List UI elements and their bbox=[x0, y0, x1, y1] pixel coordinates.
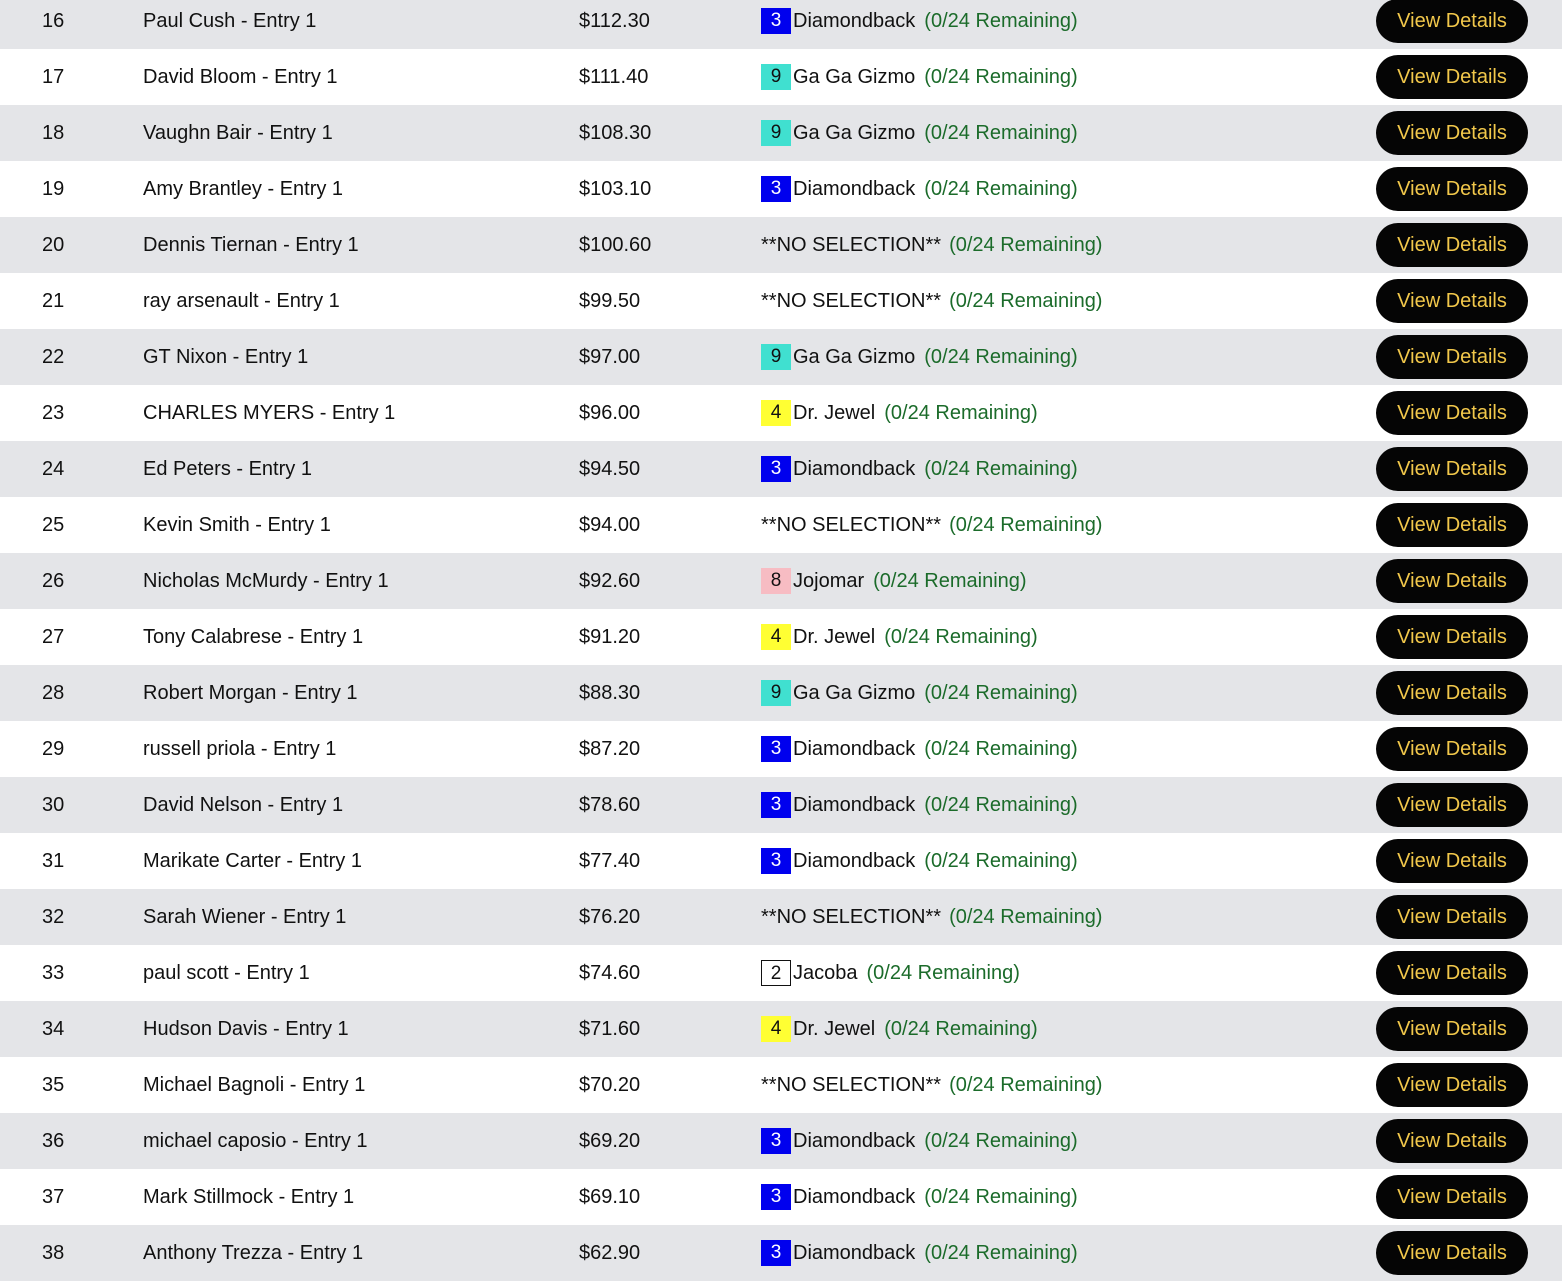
rank-cell: 29 bbox=[42, 738, 65, 760]
remaining-count: (0/24 Remaining) bbox=[949, 514, 1103, 536]
pick-cell bbox=[761, 833, 1078, 889]
horse-name: Diamondback bbox=[793, 850, 916, 872]
table-row bbox=[0, 1113, 1562, 1169]
table-row bbox=[0, 1057, 1562, 1113]
saddle-number-badge: 4 bbox=[761, 624, 791, 650]
view-details-button[interactable]: View Details bbox=[1376, 895, 1528, 939]
table-row bbox=[0, 441, 1562, 497]
amount-cell: $69.20 bbox=[579, 1130, 641, 1152]
remaining-count: (0/24 Remaining) bbox=[924, 738, 1078, 760]
saddle-number-badge: 9 bbox=[761, 344, 791, 370]
pick-cell bbox=[761, 1057, 1102, 1113]
horse-name: Diamondback bbox=[793, 1186, 916, 1208]
entry-name-cell: ray arsenault - Entry 1 bbox=[143, 290, 340, 312]
view-details-button[interactable]: View Details bbox=[1376, 111, 1528, 155]
saddle-number-badge: 3 bbox=[761, 456, 791, 482]
view-details-button[interactable]: View Details bbox=[1376, 951, 1528, 995]
view-details-button[interactable]: View Details bbox=[1376, 447, 1528, 491]
pick-cell bbox=[761, 889, 1102, 945]
pick-cell bbox=[761, 945, 1020, 1001]
amount-cell: $77.40 bbox=[579, 850, 641, 872]
rank-cell: 32 bbox=[42, 906, 65, 928]
pick-cell bbox=[761, 273, 1102, 329]
amount-cell: $87.20 bbox=[579, 738, 641, 760]
view-details-button[interactable]: View Details bbox=[1376, 391, 1528, 435]
saddle-number-badge: 9 bbox=[761, 680, 791, 706]
amount-cell: $96.00 bbox=[579, 402, 641, 424]
saddle-number-badge: 3 bbox=[761, 176, 791, 202]
rank-cell: 20 bbox=[42, 234, 65, 256]
rank-cell: 37 bbox=[42, 1186, 65, 1208]
amount-cell: $88.30 bbox=[579, 682, 641, 704]
rank-cell: 19 bbox=[42, 178, 65, 200]
horse-name: Dr. Jewel bbox=[793, 402, 876, 424]
pick-cell bbox=[761, 0, 1078, 49]
table-row bbox=[0, 0, 1562, 49]
rank-cell: 21 bbox=[42, 290, 65, 312]
pick-cell bbox=[761, 441, 1078, 497]
view-details-button[interactable]: View Details bbox=[1376, 223, 1528, 267]
rank-cell: 18 bbox=[42, 122, 65, 144]
saddle-number-badge: 4 bbox=[761, 1016, 791, 1042]
amount-cell: $91.20 bbox=[579, 626, 641, 648]
pick-cell bbox=[761, 721, 1078, 777]
pick-cell bbox=[761, 1113, 1078, 1169]
view-details-button[interactable]: View Details bbox=[1376, 559, 1528, 603]
view-details-button[interactable]: View Details bbox=[1376, 1007, 1528, 1051]
entry-name-cell: David Bloom - Entry 1 bbox=[143, 66, 338, 88]
pick-cell bbox=[761, 1169, 1078, 1225]
horse-name: Ga Ga Gizmo bbox=[793, 346, 916, 368]
view-details-button[interactable]: View Details bbox=[1376, 727, 1528, 771]
horse-name: Jacoba bbox=[793, 962, 858, 984]
remaining-count: (0/24 Remaining) bbox=[949, 1074, 1103, 1096]
amount-cell: $70.20 bbox=[579, 1074, 641, 1096]
view-details-button[interactable]: View Details bbox=[1376, 55, 1528, 99]
amount-cell: $97.00 bbox=[579, 346, 641, 368]
horse-name: Ga Ga Gizmo bbox=[793, 122, 916, 144]
pick-cell bbox=[761, 385, 1038, 441]
view-details-button[interactable]: View Details bbox=[1376, 783, 1528, 827]
pick-cell bbox=[761, 497, 1102, 553]
saddle-number-badge: 4 bbox=[761, 400, 791, 426]
saddle-number-badge: 2 bbox=[761, 960, 791, 986]
entry-name-cell: Kevin Smith - Entry 1 bbox=[143, 514, 331, 536]
rank-cell: 28 bbox=[42, 682, 65, 704]
saddle-number-badge: 3 bbox=[761, 8, 791, 34]
saddle-number-badge: 3 bbox=[761, 1128, 791, 1154]
saddle-number-badge: 3 bbox=[761, 848, 791, 874]
rank-cell: 33 bbox=[42, 962, 65, 984]
entry-name-cell: russell priola - Entry 1 bbox=[143, 738, 337, 760]
pick-cell bbox=[761, 609, 1038, 665]
no-selection-label: **NO SELECTION** bbox=[761, 234, 942, 256]
pick-cell bbox=[761, 329, 1078, 385]
table-row bbox=[0, 553, 1562, 609]
entry-name-cell: Ed Peters - Entry 1 bbox=[143, 458, 312, 480]
table-row bbox=[0, 1001, 1562, 1057]
table-row bbox=[0, 945, 1562, 1001]
no-selection-label: **NO SELECTION** bbox=[761, 290, 942, 312]
table-row bbox=[0, 217, 1562, 273]
amount-cell: $99.50 bbox=[579, 290, 641, 312]
saddle-number-badge: 8 bbox=[761, 568, 791, 594]
rank-cell: 30 bbox=[42, 794, 65, 816]
amount-cell: $100.60 bbox=[579, 234, 652, 256]
entry-name-cell: Nicholas McMurdy - Entry 1 bbox=[143, 570, 389, 592]
table-row bbox=[0, 329, 1562, 385]
pick-cell bbox=[761, 665, 1078, 721]
rank-cell: 17 bbox=[42, 66, 65, 88]
pick-cell bbox=[761, 105, 1078, 161]
pick-cell bbox=[761, 1001, 1038, 1057]
pick-cell bbox=[761, 217, 1102, 273]
amount-cell: $71.60 bbox=[579, 1018, 641, 1040]
rank-cell: 25 bbox=[42, 514, 65, 536]
no-selection-label: **NO SELECTION** bbox=[761, 906, 942, 928]
table-row bbox=[0, 609, 1562, 665]
horse-name: Dr. Jewel bbox=[793, 1018, 876, 1040]
remaining-count: (0/24 Remaining) bbox=[924, 1242, 1078, 1264]
pick-cell bbox=[761, 161, 1078, 217]
entry-name-cell: Hudson Davis - Entry 1 bbox=[143, 1018, 349, 1040]
pick-cell bbox=[761, 553, 1027, 609]
horse-name: Diamondback bbox=[793, 794, 916, 816]
horse-name: Diamondback bbox=[793, 738, 916, 760]
amount-cell: $111.40 bbox=[579, 66, 649, 88]
table-row bbox=[0, 49, 1562, 105]
view-details-button[interactable]: View Details bbox=[1376, 0, 1528, 43]
horse-name: Ga Ga Gizmo bbox=[793, 66, 916, 88]
pick-cell bbox=[761, 777, 1078, 833]
entry-name-cell: Robert Morgan - Entry 1 bbox=[143, 682, 358, 704]
table-row bbox=[0, 497, 1562, 553]
table-row bbox=[0, 161, 1562, 217]
pick-cell bbox=[761, 1225, 1078, 1281]
remaining-count: (0/24 Remaining) bbox=[924, 794, 1078, 816]
remaining-count: (0/24 Remaining) bbox=[949, 906, 1103, 928]
remaining-count: (0/24 Remaining) bbox=[924, 1186, 1078, 1208]
view-details-button[interactable]: View Details bbox=[1376, 167, 1528, 211]
saddle-number-badge: 9 bbox=[761, 64, 791, 90]
remaining-count: (0/24 Remaining) bbox=[884, 402, 1038, 424]
table-row bbox=[0, 385, 1562, 441]
table-row bbox=[0, 777, 1562, 833]
remaining-count: (0/24 Remaining) bbox=[924, 1130, 1078, 1152]
remaining-count: (0/24 Remaining) bbox=[866, 962, 1020, 984]
entry-name-cell: CHARLES MYERS - Entry 1 bbox=[143, 402, 396, 424]
remaining-count: (0/24 Remaining) bbox=[924, 850, 1078, 872]
remaining-count: (0/24 Remaining) bbox=[924, 10, 1078, 32]
entry-name-cell: Sarah Wiener - Entry 1 bbox=[143, 906, 347, 928]
entry-name-cell: Dennis Tiernan - Entry 1 bbox=[143, 234, 359, 256]
rank-cell: 27 bbox=[42, 626, 65, 648]
amount-cell: $78.60 bbox=[579, 794, 641, 816]
view-details-button[interactable]: View Details bbox=[1376, 1063, 1528, 1107]
view-details-button[interactable]: View Details bbox=[1376, 1231, 1528, 1275]
remaining-count: (0/24 Remaining) bbox=[924, 458, 1078, 480]
view-details-button[interactable]: View Details bbox=[1376, 279, 1528, 323]
rank-cell: 22 bbox=[42, 346, 65, 368]
remaining-count: (0/24 Remaining) bbox=[873, 570, 1027, 592]
remaining-count: (0/24 Remaining) bbox=[949, 290, 1103, 312]
rank-cell: 34 bbox=[42, 1018, 65, 1040]
horse-name: Diamondback bbox=[793, 1242, 916, 1264]
horse-name: Jojomar bbox=[793, 570, 865, 592]
remaining-count: (0/24 Remaining) bbox=[924, 66, 1078, 88]
horse-name: Ga Ga Gizmo bbox=[793, 682, 916, 704]
view-details-button[interactable]: View Details bbox=[1376, 671, 1528, 715]
table-row bbox=[0, 105, 1562, 161]
rank-cell: 16 bbox=[42, 10, 65, 32]
remaining-count: (0/24 Remaining) bbox=[924, 682, 1078, 704]
entry-name-cell: Tony Calabrese - Entry 1 bbox=[143, 626, 364, 648]
amount-cell: $62.90 bbox=[579, 1242, 641, 1264]
remaining-count: (0/24 Remaining) bbox=[884, 626, 1038, 648]
table-row bbox=[0, 665, 1562, 721]
rank-cell: 35 bbox=[42, 1074, 65, 1096]
saddle-number-badge: 3 bbox=[761, 792, 791, 818]
remaining-count: (0/24 Remaining) bbox=[924, 178, 1078, 200]
entry-name-cell: Mark Stillmock - Entry 1 bbox=[143, 1186, 355, 1208]
rank-cell: 36 bbox=[42, 1130, 65, 1152]
horse-name: Diamondback bbox=[793, 178, 916, 200]
rank-cell: 23 bbox=[42, 402, 65, 424]
view-details-button[interactable]: View Details bbox=[1376, 503, 1528, 547]
entry-name-cell: GT Nixon - Entry 1 bbox=[143, 346, 309, 368]
table-row bbox=[0, 889, 1562, 945]
pick-cell bbox=[761, 49, 1078, 105]
horse-name: Diamondback bbox=[793, 458, 916, 480]
saddle-number-badge: 3 bbox=[761, 736, 791, 762]
no-selection-label: **NO SELECTION** bbox=[761, 1074, 942, 1096]
rank-cell: 26 bbox=[42, 570, 65, 592]
view-details-button[interactable]: View Details bbox=[1376, 1175, 1528, 1219]
view-details-button[interactable]: View Details bbox=[1376, 1119, 1528, 1163]
saddle-number-badge: 9 bbox=[761, 120, 791, 146]
amount-cell: $103.10 bbox=[579, 178, 652, 200]
saddle-number-badge: 3 bbox=[761, 1240, 791, 1266]
horse-name: Diamondback bbox=[793, 10, 916, 32]
amount-cell: $74.60 bbox=[579, 962, 641, 984]
entry-name-cell: Marikate Carter - Entry 1 bbox=[143, 850, 362, 872]
view-details-button[interactable]: View Details bbox=[1376, 335, 1528, 379]
entry-name-cell: paul scott - Entry 1 bbox=[143, 962, 310, 984]
amount-cell: $108.30 bbox=[579, 122, 652, 144]
entry-name-cell: David Nelson - Entry 1 bbox=[143, 794, 344, 816]
remaining-count: (0/24 Remaining) bbox=[949, 234, 1103, 256]
entry-name-cell: Anthony Trezza - Entry 1 bbox=[143, 1242, 364, 1264]
table-row bbox=[0, 833, 1562, 889]
entry-name-cell: Amy Brantley - Entry 1 bbox=[143, 178, 344, 200]
horse-name: Dr. Jewel bbox=[793, 626, 876, 648]
remaining-count: (0/24 Remaining) bbox=[924, 346, 1078, 368]
entry-name-cell: Vaughn Bair - Entry 1 bbox=[143, 122, 333, 144]
entry-name-cell: michael caposio - Entry 1 bbox=[143, 1130, 368, 1152]
no-selection-label: **NO SELECTION** bbox=[761, 514, 942, 536]
entry-name-cell: Paul Cush - Entry 1 bbox=[143, 10, 317, 32]
remaining-count: (0/24 Remaining) bbox=[924, 122, 1078, 144]
horse-name: Diamondback bbox=[793, 1130, 916, 1152]
table-row bbox=[0, 273, 1562, 329]
view-details-button[interactable]: View Details bbox=[1376, 615, 1528, 659]
saddle-number-badge: 3 bbox=[761, 1184, 791, 1210]
amount-cell: $112.30 bbox=[579, 10, 650, 32]
rank-cell: 31 bbox=[42, 850, 65, 872]
rank-cell: 38 bbox=[42, 1242, 65, 1264]
entry-name-cell: Michael Bagnoli - Entry 1 bbox=[143, 1074, 366, 1096]
amount-cell: $76.20 bbox=[579, 906, 641, 928]
amount-cell: $69.10 bbox=[579, 1186, 641, 1208]
rank-cell: 24 bbox=[42, 458, 65, 480]
table-row bbox=[0, 721, 1562, 777]
view-details-button[interactable]: View Details bbox=[1376, 839, 1528, 883]
amount-cell: $92.60 bbox=[579, 570, 641, 592]
amount-cell: $94.50 bbox=[579, 458, 641, 480]
table-row bbox=[0, 1169, 1562, 1225]
remaining-count: (0/24 Remaining) bbox=[884, 1018, 1038, 1040]
amount-cell: $94.00 bbox=[579, 514, 641, 536]
table-row bbox=[0, 1225, 1562, 1281]
